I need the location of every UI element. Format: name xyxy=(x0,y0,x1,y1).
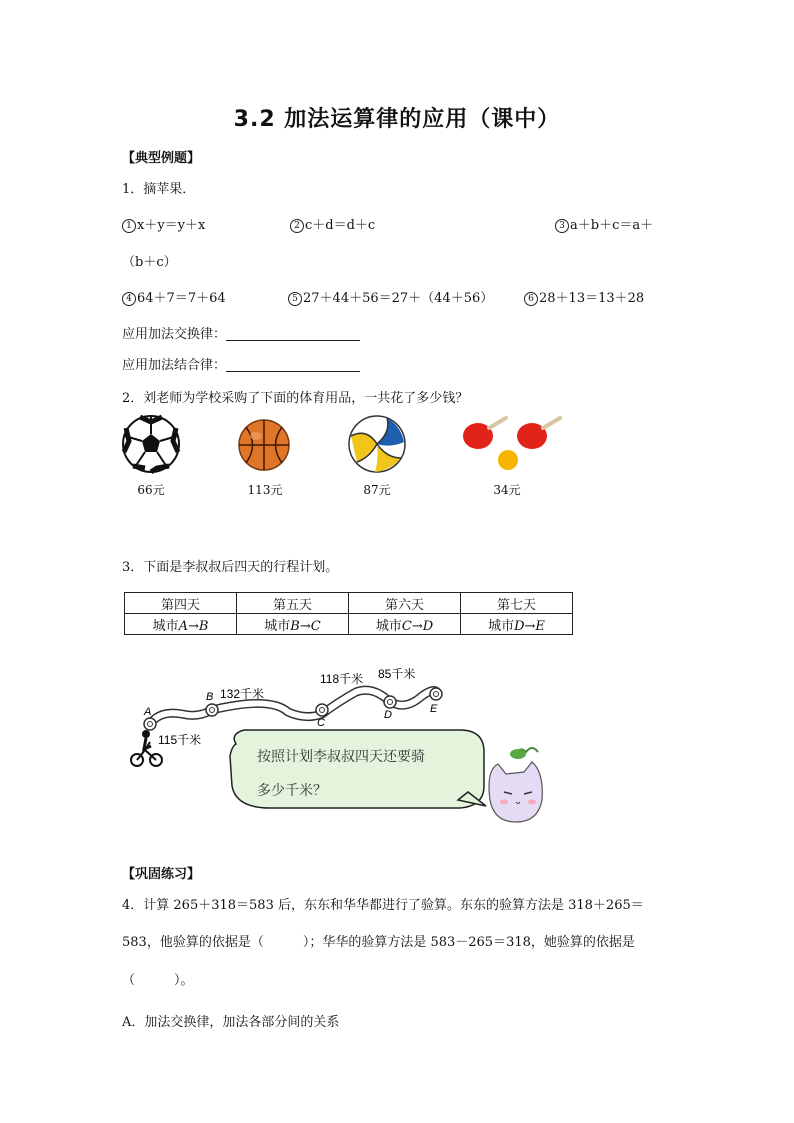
table-header-cell: 第四天 xyxy=(125,593,237,614)
table-header-cell: 第五天 xyxy=(237,593,349,614)
distance-ab: 115千米 xyxy=(158,733,202,747)
table-header-cell: 第六天 xyxy=(349,593,461,614)
circled-number-icon: 1 xyxy=(122,219,136,233)
table-header-cell: 第七天 xyxy=(461,593,573,614)
route-point-e xyxy=(430,688,442,700)
circled-number-icon: 6 xyxy=(524,292,538,306)
commutative-label: 应用加法交换律： xyxy=(122,327,227,342)
route-point-d xyxy=(384,696,396,708)
q1-item-3: 3 a＋b＋c＝a＋ xyxy=(555,214,653,233)
table-row xyxy=(125,593,573,614)
circled-number-icon: 3 xyxy=(555,219,569,233)
q4-line-1: 4．计算 265＋318＝583 后，东东和华华都进行了验算。东东的验算方法是 318＋265＝ xyxy=(122,898,644,913)
q1-item-5: 5 27＋44＋56＝27＋（44＋56） xyxy=(288,287,493,306)
associative-label: 应用加法结合律： xyxy=(122,358,227,373)
q1-item-1: 1 x＋y＝y＋x xyxy=(122,214,205,233)
bubble-line-1: 按照计划李叔叔四天还要骑 xyxy=(257,749,425,765)
route-point-c xyxy=(316,704,328,716)
section-examples: 【典型例题】 xyxy=(122,151,201,166)
q4-line-3: （ ）。 xyxy=(122,973,194,988)
commutative-answer-row xyxy=(122,323,360,342)
distance-de: 85千米 xyxy=(378,667,416,681)
point-label-a: A xyxy=(144,706,152,718)
commutative-answer-blank[interactable] xyxy=(226,327,360,341)
point-label-b: B xyxy=(206,691,214,703)
price-ping-pong-set: 34元 xyxy=(493,483,521,497)
table-cell: 城市B→C xyxy=(237,614,349,635)
table-cell: 城市A→B xyxy=(125,614,237,635)
circled-number-icon: 5 xyxy=(288,292,302,306)
distance-bc: 132千米 xyxy=(220,687,265,701)
point-label-d: D xyxy=(384,709,392,721)
q3-stem: 3．下面是李叔叔后四天的行程计划。 xyxy=(122,560,339,575)
table-row xyxy=(125,614,573,635)
soccer-ball-icon xyxy=(121,414,181,474)
bubble-line-2: 多少千米？ xyxy=(257,783,327,799)
q1-stem: 1．摘苹果． xyxy=(122,182,196,197)
circled-number-icon: 2 xyxy=(290,219,304,233)
page-title: 3.2 加法运算律的应用（课中） xyxy=(233,107,561,132)
q1-item-4: 4 64＋7＝7＋64 xyxy=(122,287,226,306)
basketball-icon xyxy=(237,418,291,472)
schedule-table xyxy=(124,592,573,635)
q4-line-2: 583，他验算的依据是（ ）；华华的验算方法是 583－265＝318，她验算的依据是 xyxy=(122,935,635,950)
price-soccer-ball: 66元 xyxy=(137,483,165,497)
ping-pong-set-icon xyxy=(460,414,570,474)
point-label-c: C xyxy=(317,717,325,729)
table-cell: 城市D→E xyxy=(461,614,573,635)
q4-option-a[interactable]: A．加法交换律，加法各部分间的关系 xyxy=(122,1015,340,1030)
cat-mascot-icon xyxy=(489,748,542,822)
q1-item-3-cont: （b＋c） xyxy=(122,255,177,270)
associative-answer-blank[interactable] xyxy=(226,358,360,372)
circled-number-icon: 4 xyxy=(122,292,136,306)
volleyball-icon xyxy=(347,414,407,474)
price-volleyball: 87元 xyxy=(363,483,391,497)
route-point-b xyxy=(206,704,218,716)
q1-item-2: 2 c＋d＝d＋c xyxy=(290,214,375,233)
price-basketball: 113元 xyxy=(247,483,283,497)
q2-stem: 2．刘老师为学校采购了下面的体育用品，一共花了多少钱？ xyxy=(122,391,469,406)
point-label-e: E xyxy=(430,703,438,715)
distance-cd: 118千米 xyxy=(320,672,364,686)
q1-item-6: 6 28＋13＝13＋28 xyxy=(524,287,644,306)
section-practice: 【巩固练习】 xyxy=(122,867,201,882)
table-cell: 城市C→D xyxy=(349,614,461,635)
associative-answer-row xyxy=(122,354,360,373)
route-point-a xyxy=(144,718,156,730)
